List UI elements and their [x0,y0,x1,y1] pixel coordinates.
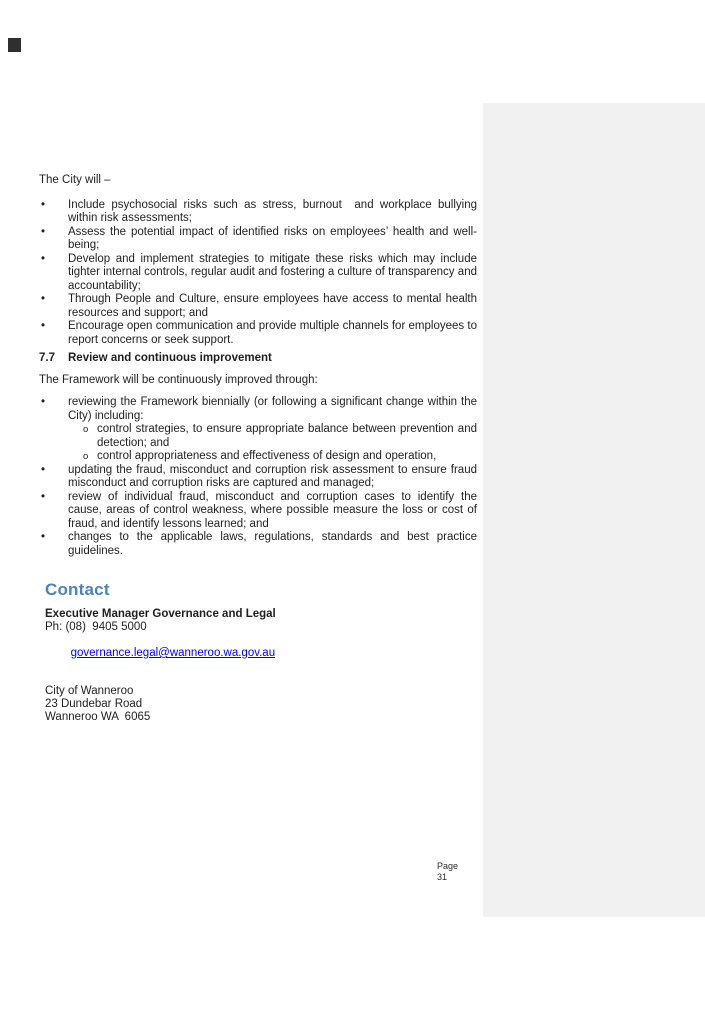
contact-name: Executive Manager Governance and Legal [45,608,276,620]
bullet-icon [41,464,45,478]
bullet-list-improvement [39,396,481,558]
circle-bullet-icon [83,423,88,437]
bullet-icon [41,199,45,213]
list-item: • Develop and implement strategies to mitigate these risks which may include tighter internal controls, regular audit and fostering a culture of transparency and accountability; [39,253,477,294]
contact-section [39,580,477,724]
framework-paragraph: The Framework will be continuously improved through: [39,373,318,386]
bullet-icon [41,396,45,410]
section-title: Review and continuous improvement [68,352,272,364]
right-margin-panel [483,103,705,917]
list-item: • updating the fraud, misconduct and corruption risk assessment to ensure fraud misconduct and corruption risks are captured and managed; [39,464,477,491]
bullet-icon [41,293,45,307]
list-item: • review of individual fraud, misconduct and corruption cases to identify the cause, areas of control weakness, where possible measure the loss or cost of fraud, and identify lessons learned; and [39,491,477,532]
list-item: • reviewing the Framework biennially (or following a significant change within the City) including: [39,396,477,423]
page-content [39,174,481,724]
bullet-icon [41,491,45,505]
address-line: Wanneroo WA 6065 [45,711,151,723]
address-line: City of Wanneroo [45,685,134,697]
bullet-icon [41,320,45,334]
intro-paragraph: The City will – [39,174,111,186]
contact-phone: Ph: (08) 9405 5000 [45,621,147,633]
corner-mark [8,38,21,52]
bullet-icon [41,531,45,545]
address-line: 23 Dundebar Road [45,698,143,710]
sub-list-item: o control strategies, to ensure appropriate balance between prevention and detection; and [39,423,477,450]
section-number: 7.7 [39,352,55,364]
list-item: • Encourage open communication and provide multiple channels for employees to report concerns or seek support. [39,320,477,347]
bullet-list-psychosocial [39,198,481,348]
list-item: • Assess the potential impact of identified risks on employees’ health and well-being; [39,226,477,253]
page-number: Page 31 [437,861,459,882]
section-heading [39,352,477,366]
contact-heading: Contact [45,580,110,599]
circle-bullet-icon [83,450,88,464]
bullet-icon [41,253,45,267]
sub-list-item: o control appropriateness and effectiveness of design and operation, [39,450,477,464]
list-item: • changes to the applicable laws, regulations, standards and best practice guidelines. [39,531,477,558]
email-link[interactable]: governance.legal@wanneroo.wa.gov.au [70,647,276,659]
list-item: • Through People and Culture, ensure employees have access to mental health resources and support; and [39,293,477,320]
list-item: • Include psychosocial risks such as stress, burnout and workplace bullying within risk assessments; [39,199,477,226]
bullet-icon [41,226,45,240]
